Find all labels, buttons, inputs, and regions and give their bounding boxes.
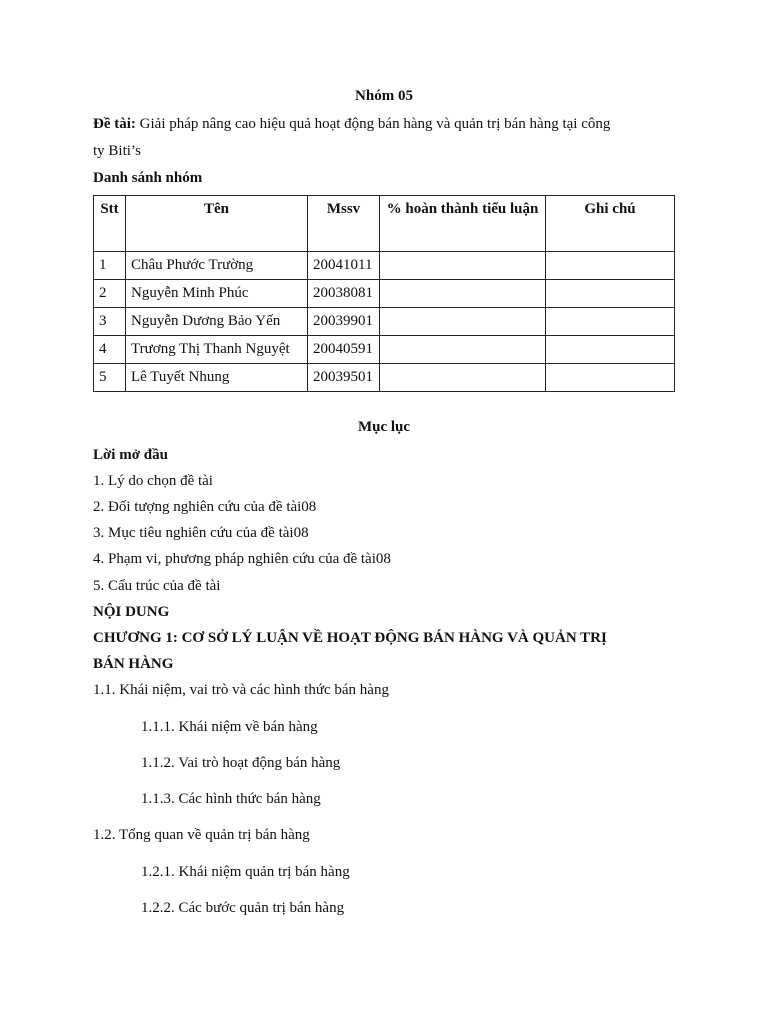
cell-percent — [380, 364, 546, 392]
cell-mssv: 20041011 — [308, 252, 380, 280]
cell-stt: 3 — [94, 308, 126, 336]
toc-item: 5. Cấu trúc của đề tài — [93, 578, 221, 594]
toc-subsection: 1.2.2. Các bước quản trị bán hàng — [141, 900, 345, 916]
toc-item: 3. Mục tiêu nghiên cứu của đề tài08 — [93, 525, 309, 541]
toc-section: 1.2. Tổng quan về quản trị bán hàng — [93, 827, 310, 843]
intro-heading: Lời mở đầu — [93, 447, 168, 463]
cell-name: Nguyễn Minh Phúc — [126, 280, 308, 308]
table-row — [94, 252, 675, 280]
cell-mssv: 20038081 — [308, 280, 380, 308]
table-row — [94, 308, 675, 336]
cell-stt: 1 — [94, 252, 126, 280]
table-row — [94, 364, 675, 392]
members-table — [93, 195, 675, 392]
topic-line-1 — [93, 116, 610, 133]
header-mssv: Mssv — [308, 196, 380, 252]
cell-percent — [380, 280, 546, 308]
cell-stt: 4 — [94, 336, 126, 364]
cell-note — [546, 364, 675, 392]
toc-subsection: 1.1.3. Các hình thức bán hàng — [141, 791, 321, 807]
topic-label: Đề tài: — [93, 116, 136, 132]
toc-title: Mục lục — [357, 419, 411, 435]
chapter-1-heading: CHƯƠNG 1: CƠ SỞ LÝ LUẬN VỀ HOẠT ĐỘNG BÁN HÀNG VÀ QUẢN TRỊ — [93, 630, 607, 646]
topic-text: Giải pháp nâng cao hiệu quả hoạt động bán hàng và quản trị bán hàng tại công — [139, 116, 611, 132]
cell-name: Trương Thị Thanh Nguyệt — [126, 336, 308, 364]
topic-line-2: ty Biti’s — [93, 143, 141, 159]
header-stt: Stt — [94, 196, 126, 252]
toc-item: 1. Lý do chọn đề tài — [93, 473, 213, 489]
toc-item: 2. Đối tượng nghiên cứu của đề tài08 — [93, 499, 317, 515]
toc-item: 4. Phạm vi, phương pháp nghiên cứu của đề tài08 — [93, 551, 391, 567]
chapter-1-heading-cont: BÁN HÀNG — [93, 656, 174, 672]
header-name: Tên — [126, 196, 308, 252]
toc-subsection: 1.1.2. Vai trò hoạt động bán hàng — [141, 755, 341, 771]
members-heading: Danh sánh nhóm — [93, 170, 203, 186]
cell-note — [546, 308, 675, 336]
toc-subsection: 1.1.1. Khái niệm về bán hàng — [141, 719, 318, 735]
cell-percent — [380, 336, 546, 364]
toc-subsection: 1.2.1. Khái niệm quản trị bán hàng — [141, 864, 350, 880]
header-percent: % hoàn thành tiểu luận — [380, 196, 546, 252]
table-row — [94, 336, 675, 364]
cell-name: Châu Phước Trường — [126, 252, 308, 280]
cell-mssv: 20039501 — [308, 364, 380, 392]
cell-name: Lê Tuyết Nhung — [126, 364, 308, 392]
content-heading: NỘI DUNG — [93, 604, 170, 620]
header-note: Ghi chú — [546, 196, 675, 252]
cell-stt: 5 — [94, 364, 126, 392]
cell-percent — [380, 308, 546, 336]
cell-percent — [380, 252, 546, 280]
cell-mssv: 20040591 — [308, 336, 380, 364]
cell-note — [546, 336, 675, 364]
cell-stt: 2 — [94, 280, 126, 308]
table-row — [94, 280, 675, 308]
cell-note — [546, 280, 675, 308]
cell-note — [546, 252, 675, 280]
cell-mssv: 20039901 — [308, 308, 380, 336]
cell-name: Nguyễn Dương Bảo Yến — [126, 308, 308, 336]
toc-section: 1.1. Khái niệm, vai trò và các hình thức bán hàng — [93, 682, 389, 698]
table-header-row — [94, 196, 675, 252]
group-title: Nhóm 05 — [355, 88, 413, 104]
